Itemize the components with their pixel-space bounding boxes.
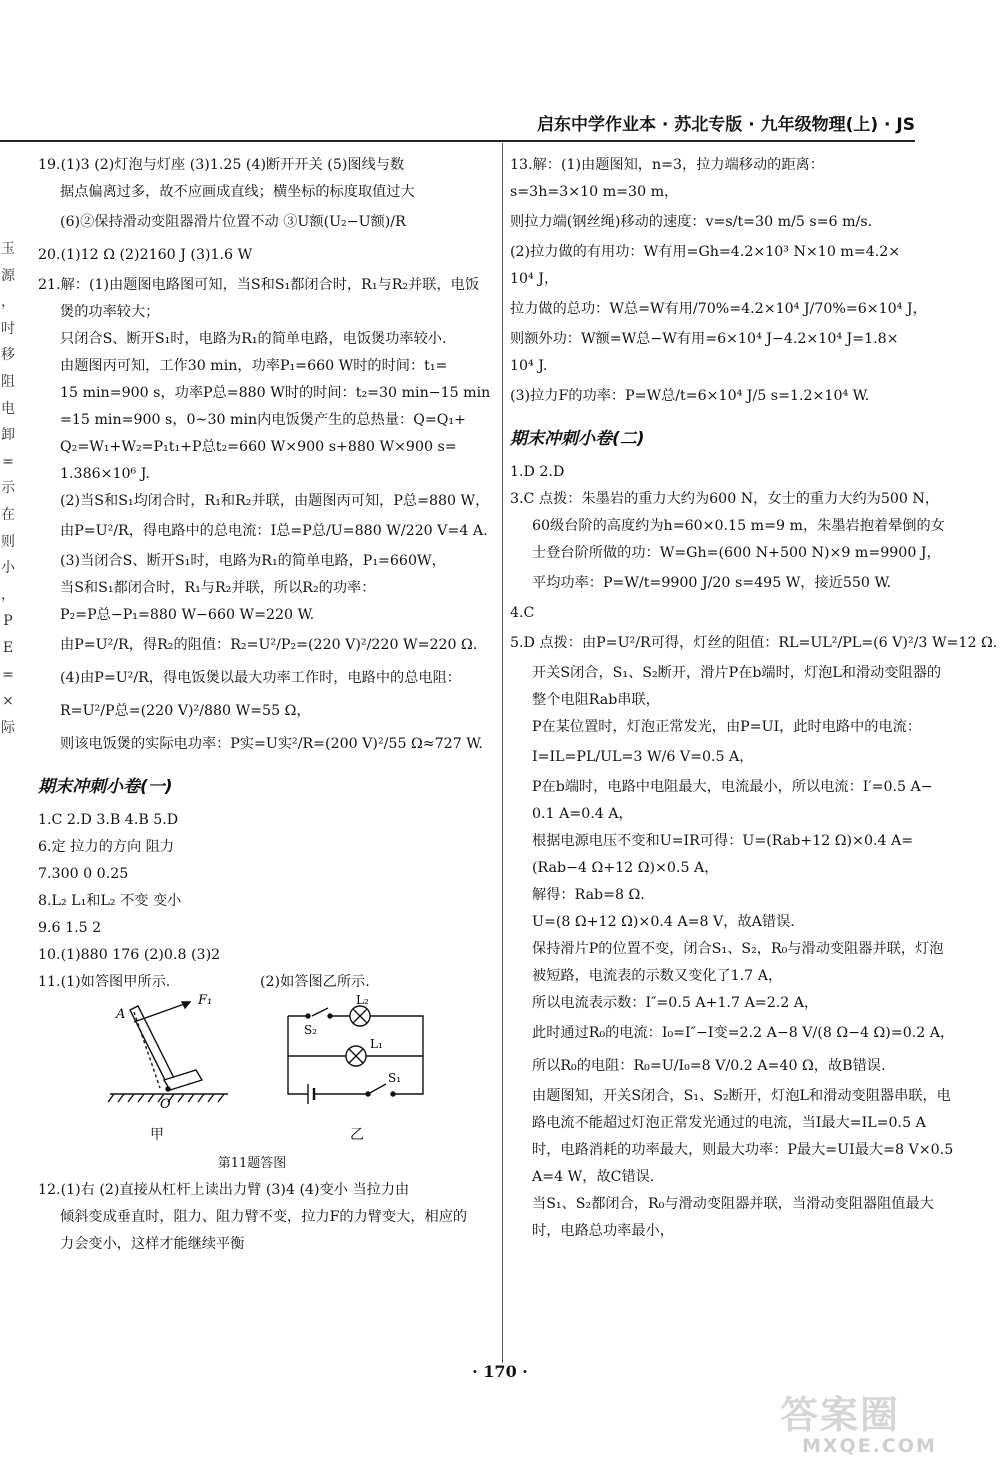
answer-line: 6.定 拉力的方向 阻力 xyxy=(38,839,175,855)
q13-block xyxy=(510,152,927,413)
q11-line xyxy=(38,969,466,996)
edge-fragment: 卸 xyxy=(1,427,15,444)
q13-line: s=3h=3×10 m=30 m， xyxy=(510,184,679,200)
q13-line: 13.解：(1)由题图知，n=3，拉力端移动的距离： xyxy=(510,157,824,173)
q13-line: 则拉力端(钢丝绳)移动的速度：v=s/t=30 m/5 s=6 m/s. xyxy=(510,214,873,230)
left-column xyxy=(38,152,491,1258)
answer-line: 当S₁、S₂都闭合，R₀与滑动变阻器并联，当滑动变阻器阻值最大 xyxy=(532,1196,934,1212)
edge-fragment: 小 xyxy=(1,560,15,577)
edge-fragment: 移 xyxy=(1,347,15,364)
answer-line: 所以电流表示数：I″=0.5 A+1.7 A=2.2 A， xyxy=(532,995,819,1011)
answer-line: 根据电源电压不变和U=IR可得：U=(Rab+12 Ω)×0.4 A= xyxy=(532,833,914,849)
label-l1: L₁ xyxy=(370,1037,383,1051)
answer-line: 路电流不能超过灯泡正常发光通过的电流，当I最大=IL=0.5 A xyxy=(532,1115,926,1131)
q13-line: (2)拉力做的有用功：W有用=Gh=4.2×10³ N×10 m=4.2× xyxy=(510,244,901,260)
edge-fragment: E xyxy=(2,639,14,656)
q21-line: 由P=U²/R，得电路中的总电流：I总=P总/U=880 W/220 V=4 A. xyxy=(60,523,488,539)
circuit-diagram xyxy=(278,993,448,1120)
q19-line: 19.(1)3 (2)灯泡与灯座 (3)1.25 (4)断开开关 (5)图线与数 xyxy=(38,157,405,173)
edge-fragment: 阻 xyxy=(1,373,15,390)
pivot xyxy=(166,1087,170,1091)
edge-fragment: 玉 xyxy=(1,241,15,257)
answer-line: 平均功率：P=W/t=9900 J/20 s=495 W，接近550 W. xyxy=(532,575,892,591)
answer-line: 时，电路消耗的功率最大，则最大功率：P最大=UI最大=8 V×0.5 xyxy=(532,1142,954,1158)
edge-fragment: 源 xyxy=(1,267,15,284)
figure-label-jia: 甲 xyxy=(150,1127,164,1143)
label-f1: F₁ xyxy=(198,993,213,1008)
answer-line: 7.300 0 0.25 xyxy=(38,866,129,882)
q12-block xyxy=(38,1177,466,1258)
q13-line: (3)拉力F的功率：P=W总/t=6×10⁴ J/5 s=1.2×10⁴ W. xyxy=(510,388,870,404)
edge-fragment: 示 xyxy=(1,480,15,497)
edge-fragment: P xyxy=(3,613,13,630)
answer-line: 4.C xyxy=(510,605,535,621)
edge-fragment: = xyxy=(2,453,14,470)
figure-caption: 第11题答图 xyxy=(217,1156,287,1171)
q11-figure xyxy=(38,993,466,1143)
force-arrow xyxy=(134,1002,190,1022)
answer-line: P在b端时，电路中电阻最大，电流最小，所以电流：I′=0.5 A− xyxy=(532,779,933,795)
label-s2: S₂ xyxy=(304,1023,318,1037)
q12-line: 倾斜变成垂直时，阻力、阻力臂不变，拉力F的力臂变大，相应的 xyxy=(60,1209,468,1225)
edge-fragment: 电 xyxy=(1,400,15,417)
q13-line: 10⁴ J. xyxy=(510,358,548,374)
switch-s1 xyxy=(368,1084,386,1094)
answer-line: 8.L₂ L₁和L₂ 不变 变小 xyxy=(38,893,182,909)
answer-line: 解得：Rab=8 Ω. xyxy=(532,887,645,903)
q21-line: 煲的功率较大； xyxy=(60,304,160,320)
watermark-text: 答案圈 xyxy=(780,1393,901,1437)
q21-line: 则该电饭煲的实际电功率：P实=U实²/R=(200 V)²/55 Ω≈727 W. xyxy=(60,736,483,752)
watermark-url: MXQE.COM xyxy=(802,1435,937,1457)
answers-1 xyxy=(38,807,466,969)
answer-line: 1.C 2.D 3.B 4.B 5.D xyxy=(38,812,179,828)
answer-line: 10.(1)880 176 (2)0.8 (3)2 xyxy=(38,947,221,963)
lever-diagram xyxy=(98,993,298,1120)
right-column xyxy=(510,152,998,1245)
answer-line: 60级台阶的高度约为h=60×0.15 m=9 m，朱墨岩抱着晕倒的女 xyxy=(532,518,945,534)
q21-line: 1.386×10⁶ J. xyxy=(60,466,150,482)
q21-line: 由题图丙可知，工作30 min，功率P₁=660 W时的时间：t₁= xyxy=(60,358,448,374)
column-divider xyxy=(502,143,503,1363)
answer-line: 时，电路总功率最小， xyxy=(532,1223,674,1239)
answer-line: I=IL=PL/UL=3 W/6 V=0.5 A， xyxy=(532,749,754,765)
q21-line: =15 min=900 s，0~30 min内电饭煲产生的总热量：Q=Q₁+ xyxy=(60,412,466,428)
answer-line: 开关S闭合，S₁、S₂断开，滑片P在b端时，灯泡L和滑动变阻器的 xyxy=(532,665,942,681)
page-header: 启东中学作业本 · 苏北专版 · 九年级物理(上) · JS xyxy=(537,115,915,135)
q21-line: R=U²/P总=(220 V)²/880 W=55 Ω， xyxy=(60,703,311,719)
edge-fragment: × xyxy=(2,693,14,710)
figure-label-yi: 乙 xyxy=(350,1127,364,1143)
q13-line: 10⁴ J， xyxy=(510,271,559,287)
answer-line: P在某位置时，灯泡正常发光，由P=UI，此时电路中的电流： xyxy=(532,719,922,735)
q21-line: (3)当闭合S、断开S₁时，电路为R₁的简单电路，P₁=660W， xyxy=(60,553,446,569)
answers-2 xyxy=(510,459,998,1245)
q11-left: 11.(1)如答图甲所示. xyxy=(38,974,171,990)
answer-line: (Rab−4 Ω+12 Ω)×0.5 A， xyxy=(532,860,719,876)
answer-line: 此时通过R₀的电流：I₀=I″−I变=2.2 A−8 V/(8 Ω−4 Ω)=0.2 A， xyxy=(532,1025,955,1041)
q21-line: P₂=P总−P₁=880 W−660 W=220 W. xyxy=(60,607,315,623)
edge-fragment: = xyxy=(2,666,14,683)
edge-fragment: ， xyxy=(1,294,15,311)
q21-line: Q₂=W₁+W₂=P₁t₁+P总t₂=660 W×900 s+880 W×900 s= xyxy=(60,439,457,455)
label-l2: L₂ xyxy=(356,993,369,1007)
label-s1: S₁ xyxy=(388,1071,402,1085)
answer-line: A=4 W，故C错误. xyxy=(532,1169,655,1185)
q21-line: (2)当S和S₁均闭合时，R₁和R₂并联，由题图丙可知，P总=880 W， xyxy=(60,493,490,509)
q12-line: 12.(1)右 (2)直接从杠杆上读出力臂 (3)4 (4)变小 当拉力由 xyxy=(38,1182,410,1198)
edge-fragment: 吋 xyxy=(1,320,15,337)
left-edge-fragments xyxy=(0,236,16,741)
q12-line: 力会变小，这样才能继续平衡 xyxy=(60,1236,245,1252)
q21-line: (4)由P=U²/R，得电饭煲以最大功率工作时，电路中的总电阻： xyxy=(60,670,461,686)
q19-line: (6)②保持滑动变阻器滑片位置不动 ③U额(U₂−U额)/R xyxy=(60,214,406,230)
section-title-1: 期末冲刺小卷(一) xyxy=(38,777,173,797)
q19-block xyxy=(38,152,466,239)
section-title-2: 期末冲刺小卷(二) xyxy=(510,429,645,449)
edge-fragment: 际 xyxy=(1,719,15,736)
label-a: A xyxy=(116,1007,126,1022)
answer-line: 0.1 A=0.4 A， xyxy=(532,806,633,822)
edge-fragment: 则 xyxy=(1,533,15,550)
q21-block xyxy=(38,272,491,761)
header-rule xyxy=(0,140,915,142)
lever-bar xyxy=(130,1006,174,1082)
q13-line: 拉力做的总功：W总=W有用/70%=4.2×10⁴ J/70%=6×10⁴ J， xyxy=(510,301,927,317)
answer-line: 3.C 点拨：朱墨岩的重力大约为600 N，女士的重力大约为500 N， xyxy=(510,491,940,507)
page-number: · 170 · xyxy=(472,1362,528,1381)
answer-line: 被短路，电流表的示数又变化了1.7 A， xyxy=(532,968,783,984)
answer-line: 保持滑片P的位置不变，闭合S₁、S₂，R₀与滑动变阻器并联，灯泡 xyxy=(532,941,944,957)
q11-right: (2)如答图乙所示. xyxy=(260,974,370,990)
answer-line: 整个电阻Rab串联， xyxy=(532,692,660,708)
q20-line: 20.(1)12 Ω (2)2160 J (3)1.6 W xyxy=(38,247,253,263)
label-o: O xyxy=(160,1097,171,1112)
force-arrowhead xyxy=(182,1002,190,1008)
answer-line: 5.D 点拨：由P=U²/R可得，灯丝的阻值：RL=UL²/PL=(6 V)²/3 W=12 Ω. xyxy=(510,635,998,651)
answer-line: 9.6 1.5 2 xyxy=(38,920,102,936)
answer-line: 由题图知，开关S闭合，S₁、S₂断开，灯泡L和滑动变阻器串联，电 xyxy=(532,1088,951,1104)
q21-line: 21.解：(1)由题图电路图可知，当S和S₁都闭合时，R₁与R₂并联，电饭 xyxy=(38,277,480,293)
answer-line: 所以R₀的电阻：R₀=U/I₀=8 V/0.2 A=40 Ω，故B错误. xyxy=(532,1058,886,1074)
watermark-logo xyxy=(780,1395,937,1457)
q21-line: 由P=U²/R，得R₂的阻值：R₂=U²/P₂=(220 V)²/220 W=220 Ω. xyxy=(60,637,478,653)
q21-line: 当S和S₁都闭合时，R₁与R₂并联，所以R₂的功率： xyxy=(60,580,376,596)
q19-line: 据点偏离过多，故不应画成直线；横坐标的标度取值过大 xyxy=(60,184,415,200)
q21-line: 只闭合S、断开S₁时，电路为R₁的简单电路，电饭煲功率较小. xyxy=(60,331,447,347)
edge-fragment: ， xyxy=(1,586,15,603)
answer-line: 1.D 2.D xyxy=(510,464,565,480)
edge-fragment: 在 xyxy=(1,506,15,523)
q21-line: 15 min=900 s，功率P总=880 W时的时间：t₂=30 min−15 min xyxy=(60,385,491,401)
answer-line: U=(8 Ω+12 Ω)×0.4 A=8 V，故A错误. xyxy=(532,914,795,930)
answer-line: 士登台阶所做的功：W=Gh=(600 N+500 N)×9 m=9900 J， xyxy=(532,545,941,561)
q13-line: 则额外功：W额=W总−W有用=6×10⁴ J−4.2×10⁴ J=1.8× xyxy=(510,331,899,347)
